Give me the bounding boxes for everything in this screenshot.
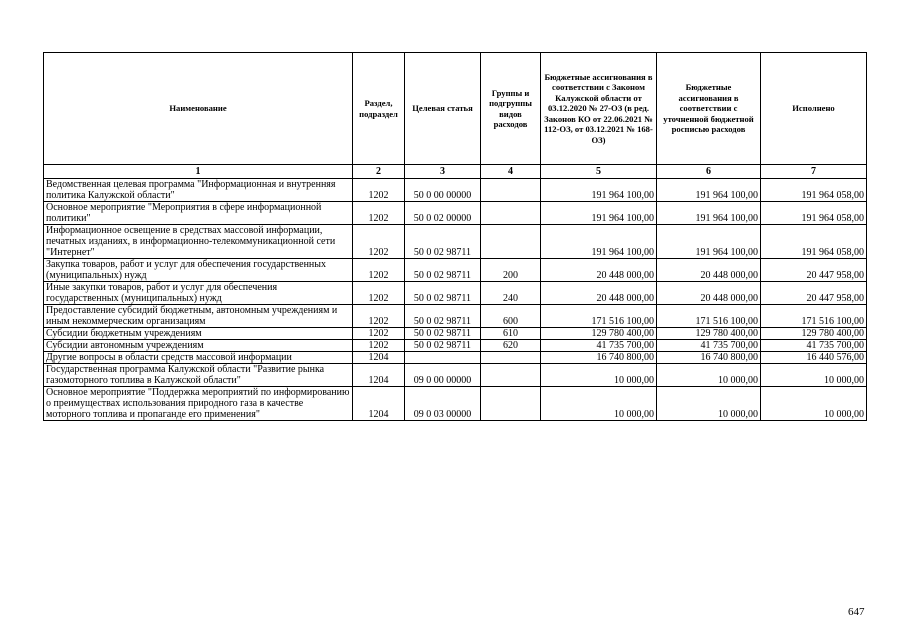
row-group bbox=[481, 179, 541, 202]
table-row bbox=[44, 179, 867, 202]
table-row bbox=[44, 202, 867, 225]
row-group: 610 bbox=[481, 328, 541, 340]
row-section: 1202 bbox=[353, 179, 405, 202]
row-section: 1202 bbox=[353, 305, 405, 328]
header-groups: Группы и подгруппы видов расходов bbox=[481, 53, 541, 165]
row-law-amount: 129 780 400,00 bbox=[541, 328, 657, 340]
budget-table bbox=[43, 52, 867, 421]
row-group bbox=[481, 202, 541, 225]
row-target: 09 0 00 00000 bbox=[405, 364, 481, 387]
row-executed-amount: 129 780 400,00 bbox=[761, 328, 867, 340]
table-row bbox=[44, 282, 867, 305]
row-law-amount: 171 516 100,00 bbox=[541, 305, 657, 328]
table-row bbox=[44, 225, 867, 259]
row-section: 1202 bbox=[353, 225, 405, 259]
row-target: 50 0 02 98711 bbox=[405, 259, 481, 282]
table-row bbox=[44, 340, 867, 352]
row-target: 50 0 02 98711 bbox=[405, 340, 481, 352]
row-law-amount: 10 000,00 bbox=[541, 364, 657, 387]
row-executed-amount: 20 447 958,00 bbox=[761, 259, 867, 282]
table-row bbox=[44, 364, 867, 387]
column-number: 2 bbox=[353, 165, 405, 179]
row-group: 620 bbox=[481, 340, 541, 352]
row-law-amount: 20 448 000,00 bbox=[541, 259, 657, 282]
table-row bbox=[44, 387, 867, 421]
row-law-amount: 191 964 100,00 bbox=[541, 179, 657, 202]
row-executed-amount: 41 735 700,00 bbox=[761, 340, 867, 352]
row-law-amount: 191 964 100,00 bbox=[541, 202, 657, 225]
row-executed-amount: 191 964 058,00 bbox=[761, 202, 867, 225]
row-law-amount: 191 964 100,00 bbox=[541, 225, 657, 259]
row-law-amount: 16 740 800,00 bbox=[541, 352, 657, 364]
page-number: 647 bbox=[848, 606, 865, 618]
row-law-amount: 20 448 000,00 bbox=[541, 282, 657, 305]
row-name: Ведомственная целевая программа "Информационная и внутренняя политика Калужской области" bbox=[44, 179, 353, 202]
row-group: 600 bbox=[481, 305, 541, 328]
row-executed-amount: 16 440 576,00 bbox=[761, 352, 867, 364]
row-group: 200 bbox=[481, 259, 541, 282]
header-target: Целевая статья bbox=[405, 53, 481, 165]
row-name: Предоставление субсидий бюджетным, автономным учреждениям и иным некоммерческим организациям bbox=[44, 305, 353, 328]
row-refined-amount: 191 964 100,00 bbox=[657, 179, 761, 202]
row-name: Основное мероприятие "Мероприятия в сфере информационной политики" bbox=[44, 202, 353, 225]
row-name: Закупка товаров, работ и услуг для обеспечения государственных (муниципальных) нужд bbox=[44, 259, 353, 282]
row-target: 50 0 02 98711 bbox=[405, 225, 481, 259]
row-section: 1202 bbox=[353, 202, 405, 225]
header-row bbox=[44, 53, 867, 165]
header-law: Бюджетные ассигнования в соответствии с Законом Калужской области от 03.12.2020 № 27-ОЗ (в ред. Законов КО от 22.06.2021 № 112-ОЗ, от 03.12.2021 № 168-ОЗ) bbox=[541, 53, 657, 165]
row-name: Другие вопросы в области средств массовой информации bbox=[44, 352, 353, 364]
row-target: 50 0 02 98711 bbox=[405, 328, 481, 340]
row-target: 50 0 02 98711 bbox=[405, 282, 481, 305]
table-row bbox=[44, 352, 867, 364]
row-refined-amount: 16 740 800,00 bbox=[657, 352, 761, 364]
row-group: 240 bbox=[481, 282, 541, 305]
table-row bbox=[44, 259, 867, 282]
row-section: 1202 bbox=[353, 328, 405, 340]
row-name: Основное мероприятие "Поддержка мероприятий по информированию о преимуществах использования природного газа в качестве моторного топлива и пропаганде его применения" bbox=[44, 387, 353, 421]
row-target bbox=[405, 352, 481, 364]
row-executed-amount: 10 000,00 bbox=[761, 364, 867, 387]
row-executed-amount: 171 516 100,00 bbox=[761, 305, 867, 328]
row-executed-amount: 191 964 058,00 bbox=[761, 225, 867, 259]
table-row bbox=[44, 328, 867, 340]
column-number: 6 bbox=[657, 165, 761, 179]
row-target: 50 0 00 00000 bbox=[405, 179, 481, 202]
row-law-amount: 41 735 700,00 bbox=[541, 340, 657, 352]
row-refined-amount: 191 964 100,00 bbox=[657, 202, 761, 225]
row-name: Субсидии бюджетным учреждениям bbox=[44, 328, 353, 340]
column-number: 7 bbox=[761, 165, 867, 179]
header-section: Раздел, подраздел bbox=[353, 53, 405, 165]
row-executed-amount: 20 447 958,00 bbox=[761, 282, 867, 305]
row-section: 1204 bbox=[353, 352, 405, 364]
row-target: 50 0 02 98711 bbox=[405, 305, 481, 328]
row-section: 1202 bbox=[353, 259, 405, 282]
row-target: 50 0 02 00000 bbox=[405, 202, 481, 225]
row-group bbox=[481, 387, 541, 421]
row-refined-amount: 20 448 000,00 bbox=[657, 259, 761, 282]
column-number: 1 bbox=[44, 165, 353, 179]
row-section: 1202 bbox=[353, 282, 405, 305]
row-name: Информационное освещение в средствах массовой информации, печатных изданиях, в информационно-телекоммуникационной сети "Интернет" bbox=[44, 225, 353, 259]
row-executed-amount: 10 000,00 bbox=[761, 387, 867, 421]
row-section: 1202 bbox=[353, 340, 405, 352]
row-refined-amount: 10 000,00 bbox=[657, 364, 761, 387]
row-refined-amount: 20 448 000,00 bbox=[657, 282, 761, 305]
row-group bbox=[481, 364, 541, 387]
row-name: Государственная программа Калужской области "Развитие рынка газомоторного топлива в Калужской области" bbox=[44, 364, 353, 387]
row-name: Иные закупки товаров, работ и услуг для обеспечения государственных (муниципальных) нужд bbox=[44, 282, 353, 305]
row-section: 1204 bbox=[353, 387, 405, 421]
row-name: Субсидии автономным учреждениям bbox=[44, 340, 353, 352]
row-group bbox=[481, 225, 541, 259]
row-executed-amount: 191 964 058,00 bbox=[761, 179, 867, 202]
row-refined-amount: 10 000,00 bbox=[657, 387, 761, 421]
header-executed: Исполнено bbox=[761, 53, 867, 165]
header-name: Наименование bbox=[44, 53, 353, 165]
row-section: 1204 bbox=[353, 364, 405, 387]
row-group bbox=[481, 352, 541, 364]
row-refined-amount: 41 735 700,00 bbox=[657, 340, 761, 352]
row-refined-amount: 171 516 100,00 bbox=[657, 305, 761, 328]
column-number: 3 bbox=[405, 165, 481, 179]
row-refined-amount: 129 780 400,00 bbox=[657, 328, 761, 340]
column-number: 4 bbox=[481, 165, 541, 179]
row-law-amount: 10 000,00 bbox=[541, 387, 657, 421]
column-number-row bbox=[44, 165, 867, 179]
row-target: 09 0 03 00000 bbox=[405, 387, 481, 421]
row-refined-amount: 191 964 100,00 bbox=[657, 225, 761, 259]
header-refined: Бюджетные ассигнования в соответствии с уточненной бюджетной росписью расходов bbox=[657, 53, 761, 165]
table-row bbox=[44, 305, 867, 328]
column-number: 5 bbox=[541, 165, 657, 179]
